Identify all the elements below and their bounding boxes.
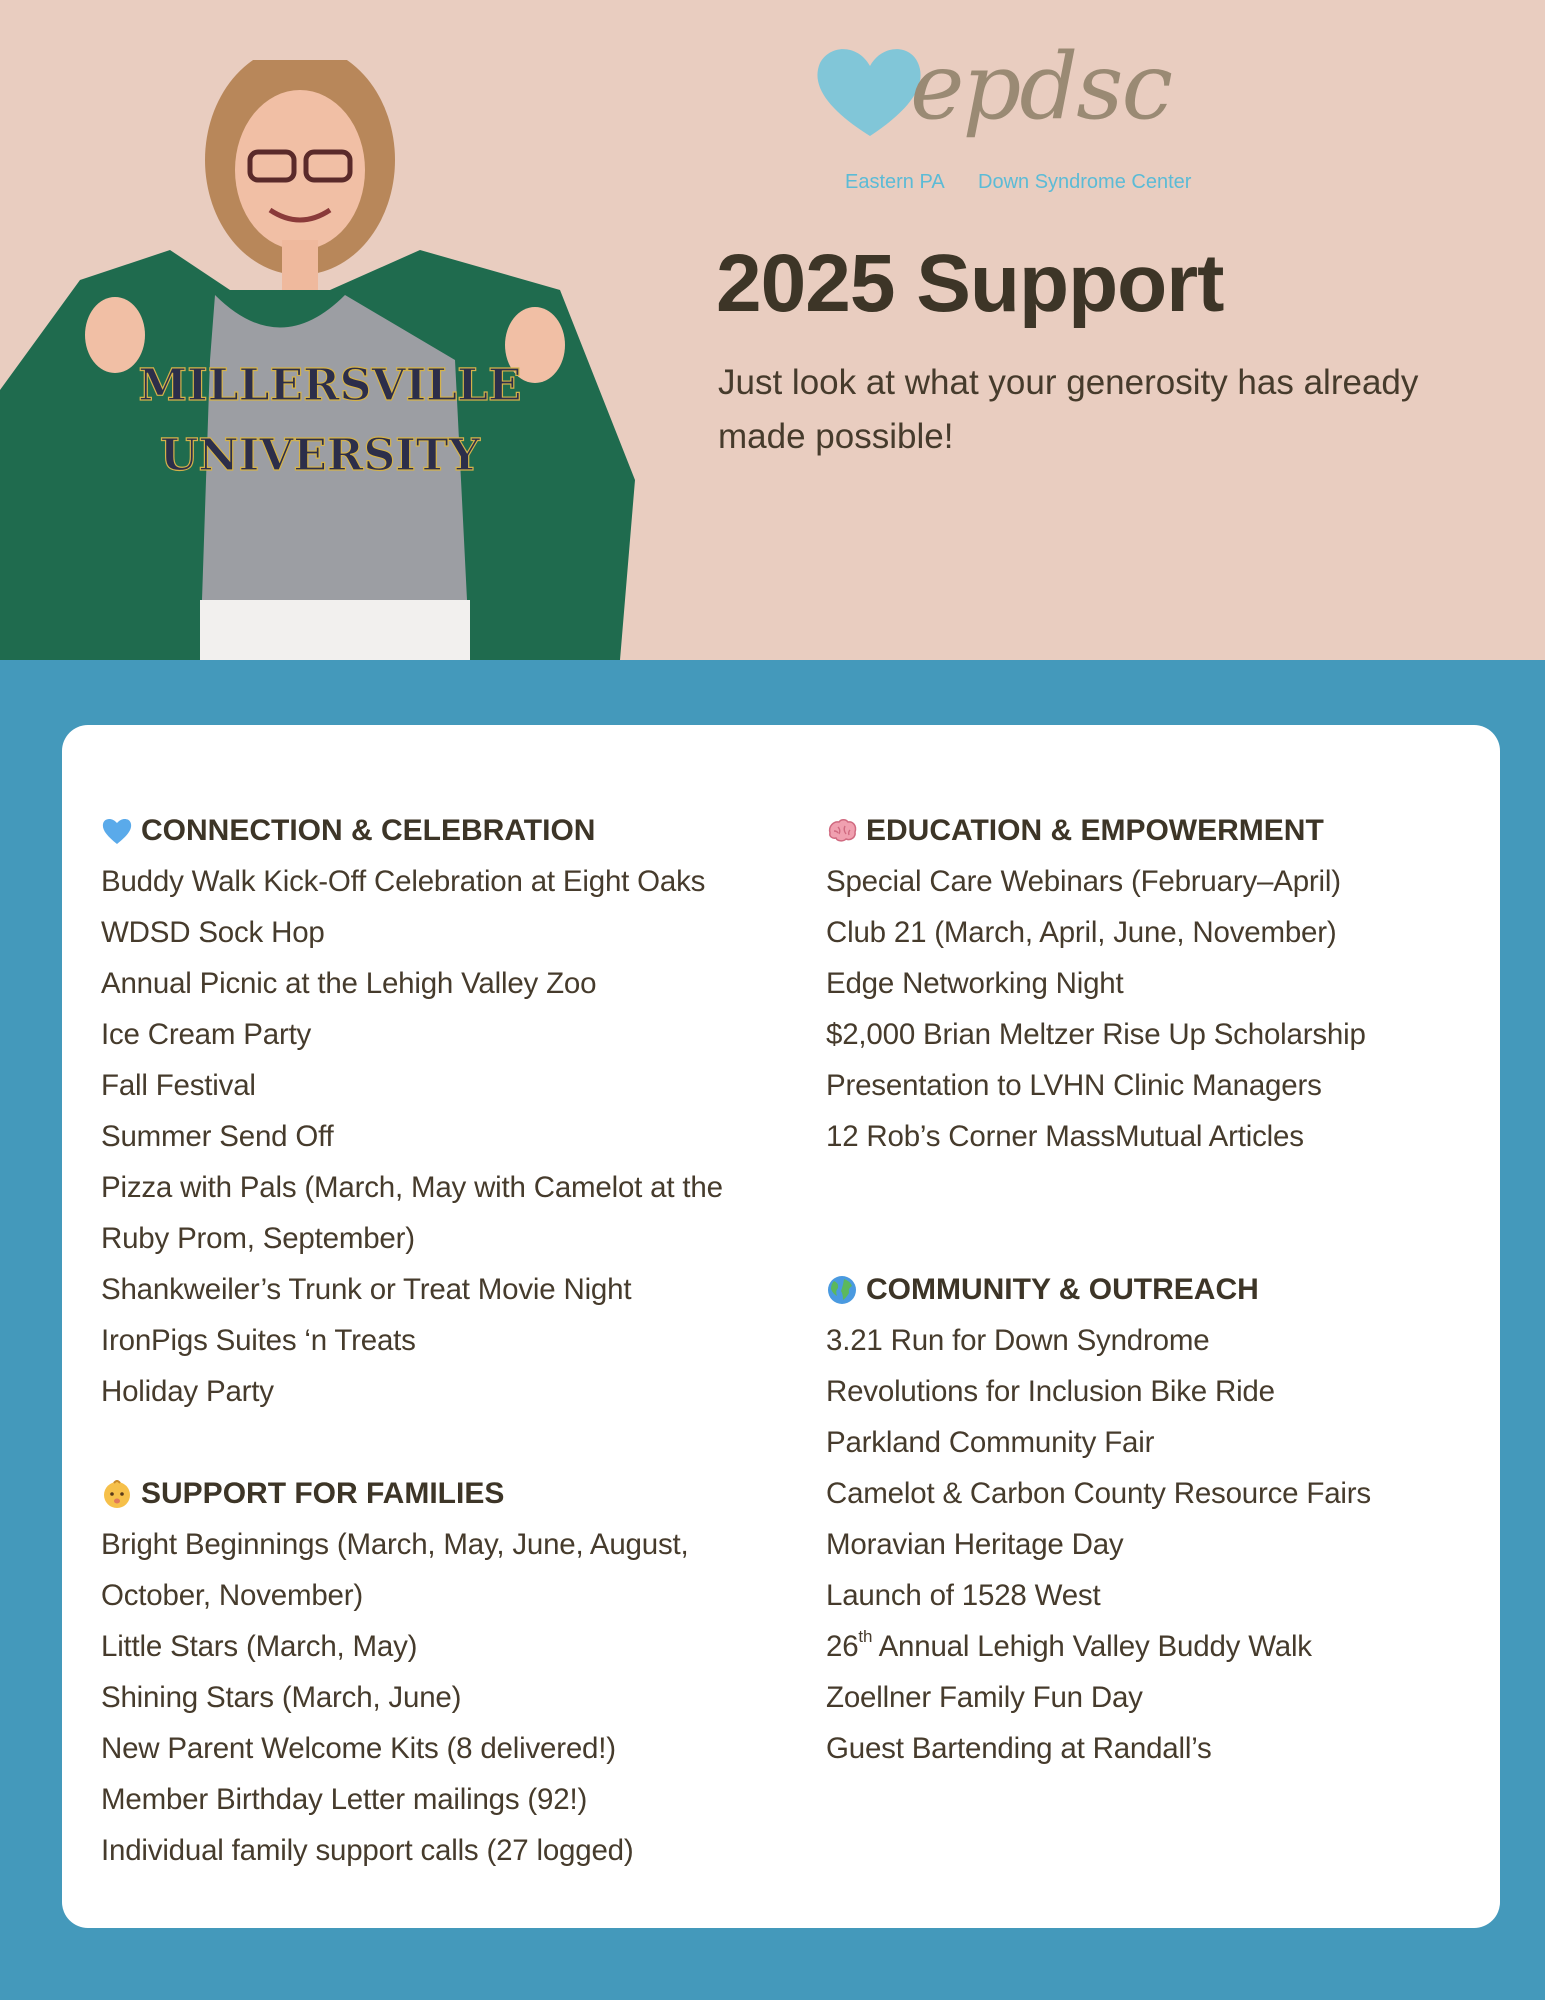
list-item: New Parent Welcome Kits (8 delivered!) <box>101 1732 616 1765</box>
section-title: COMMUNITY & OUTREACH <box>866 1273 1259 1306</box>
shirt-text-line2: UNIVERSITY <box>160 430 480 481</box>
list-item: Zoellner Family Fun Day <box>826 1681 1143 1714</box>
item-text: Annual Lehigh Valley Buddy Walk <box>872 1630 1312 1663</box>
section-education <box>826 805 1466 1162</box>
list-item <box>826 1621 1466 1672</box>
list-item: Camelot & Carbon County Resource Fairs <box>826 1477 1371 1510</box>
section-connection <box>101 805 821 1417</box>
list-item: 12 Rob’s Corner MassMutual Articles <box>826 1120 1304 1153</box>
page-title: 2025 Support <box>716 238 1224 329</box>
list-item: Bright Beginnings (March, May, June, August, October, November) <box>101 1528 689 1612</box>
list-item: Summer Send Off <box>101 1120 334 1153</box>
list-item: Moravian Heritage Day <box>826 1528 1124 1561</box>
student-photo <box>0 60 640 660</box>
epdsc-logo <box>810 36 1230 201</box>
section-title: SUPPORT FOR FAMILIES <box>141 1477 505 1510</box>
list-item: Revolutions for Inclusion Bike Ride <box>826 1375 1275 1408</box>
list-item: Parkland Community Fair <box>826 1426 1155 1459</box>
list-item: IronPigs Suites ‘n Treats <box>101 1324 416 1357</box>
logo-wordmark: epdsc <box>910 36 1171 140</box>
shirt-text-line1: MILLERSVILLE <box>138 360 522 411</box>
ordinal-suffix: th <box>858 1627 873 1646</box>
list-item: Ice Cream Party <box>101 1018 312 1051</box>
list-item: Individual family support calls (27 logged) <box>101 1834 634 1867</box>
list-item: Guest Bartending at Randall’s <box>826 1732 1212 1765</box>
ordinal-number: 26 <box>826 1630 859 1663</box>
list-item: WDSD Sock Hop <box>101 916 325 949</box>
baby-icon <box>101 1478 133 1510</box>
list-item: Special Care Webinars (February–April) <box>826 865 1341 898</box>
list-item: Buddy Walk Kick-Off Celebration at Eight Oaks <box>101 865 706 898</box>
list-item: Little Stars (March, May) <box>101 1630 418 1663</box>
section-community <box>826 1264 1466 1774</box>
list-item: Pizza with Pals (March, May with Camelot at the Ruby Prom, September) <box>101 1171 723 1255</box>
list-item: Launch of 1528 West <box>826 1579 1101 1612</box>
list-item: $2,000 Brian Meltzer Rise Up Scholarship <box>826 1018 1366 1051</box>
blue-heart-icon <box>101 815 133 847</box>
list-item: Presentation to LVHN Clinic Managers <box>826 1069 1322 1102</box>
section-title: EDUCATION & EMPOWERMENT <box>866 814 1324 847</box>
list-item: Annual Picnic at the Lehigh Valley Zoo <box>101 967 597 1000</box>
list-item: Shankweiler’s Trunk or Treat Movie Night <box>101 1273 632 1306</box>
brain-icon <box>826 815 858 847</box>
list-item: Shining Stars (March, June) <box>101 1681 462 1714</box>
list-item: Club 21 (March, April, June, November) <box>826 916 1337 949</box>
section-families <box>101 1468 821 1876</box>
header-banner <box>0 0 1545 660</box>
section-title: CONNECTION & CELEBRATION <box>141 814 596 847</box>
page-subtitle: Just look at what your generosity has already made possible! <box>718 363 1419 456</box>
list-item: Member Birthday Letter mailings (92!) <box>101 1783 588 1816</box>
logo-tagline-left: Eastern PA <box>845 171 945 193</box>
list-item: Fall Festival <box>101 1069 256 1102</box>
support-card <box>62 725 1500 1928</box>
list-item: Holiday Party <box>101 1375 274 1408</box>
list-item: Edge Networking Night <box>826 967 1124 1000</box>
logo-tagline-right: Down Syndrome Center <box>978 171 1192 193</box>
list-item: 3.21 Run for Down Syndrome <box>826 1324 1210 1357</box>
globe-icon <box>826 1274 858 1306</box>
